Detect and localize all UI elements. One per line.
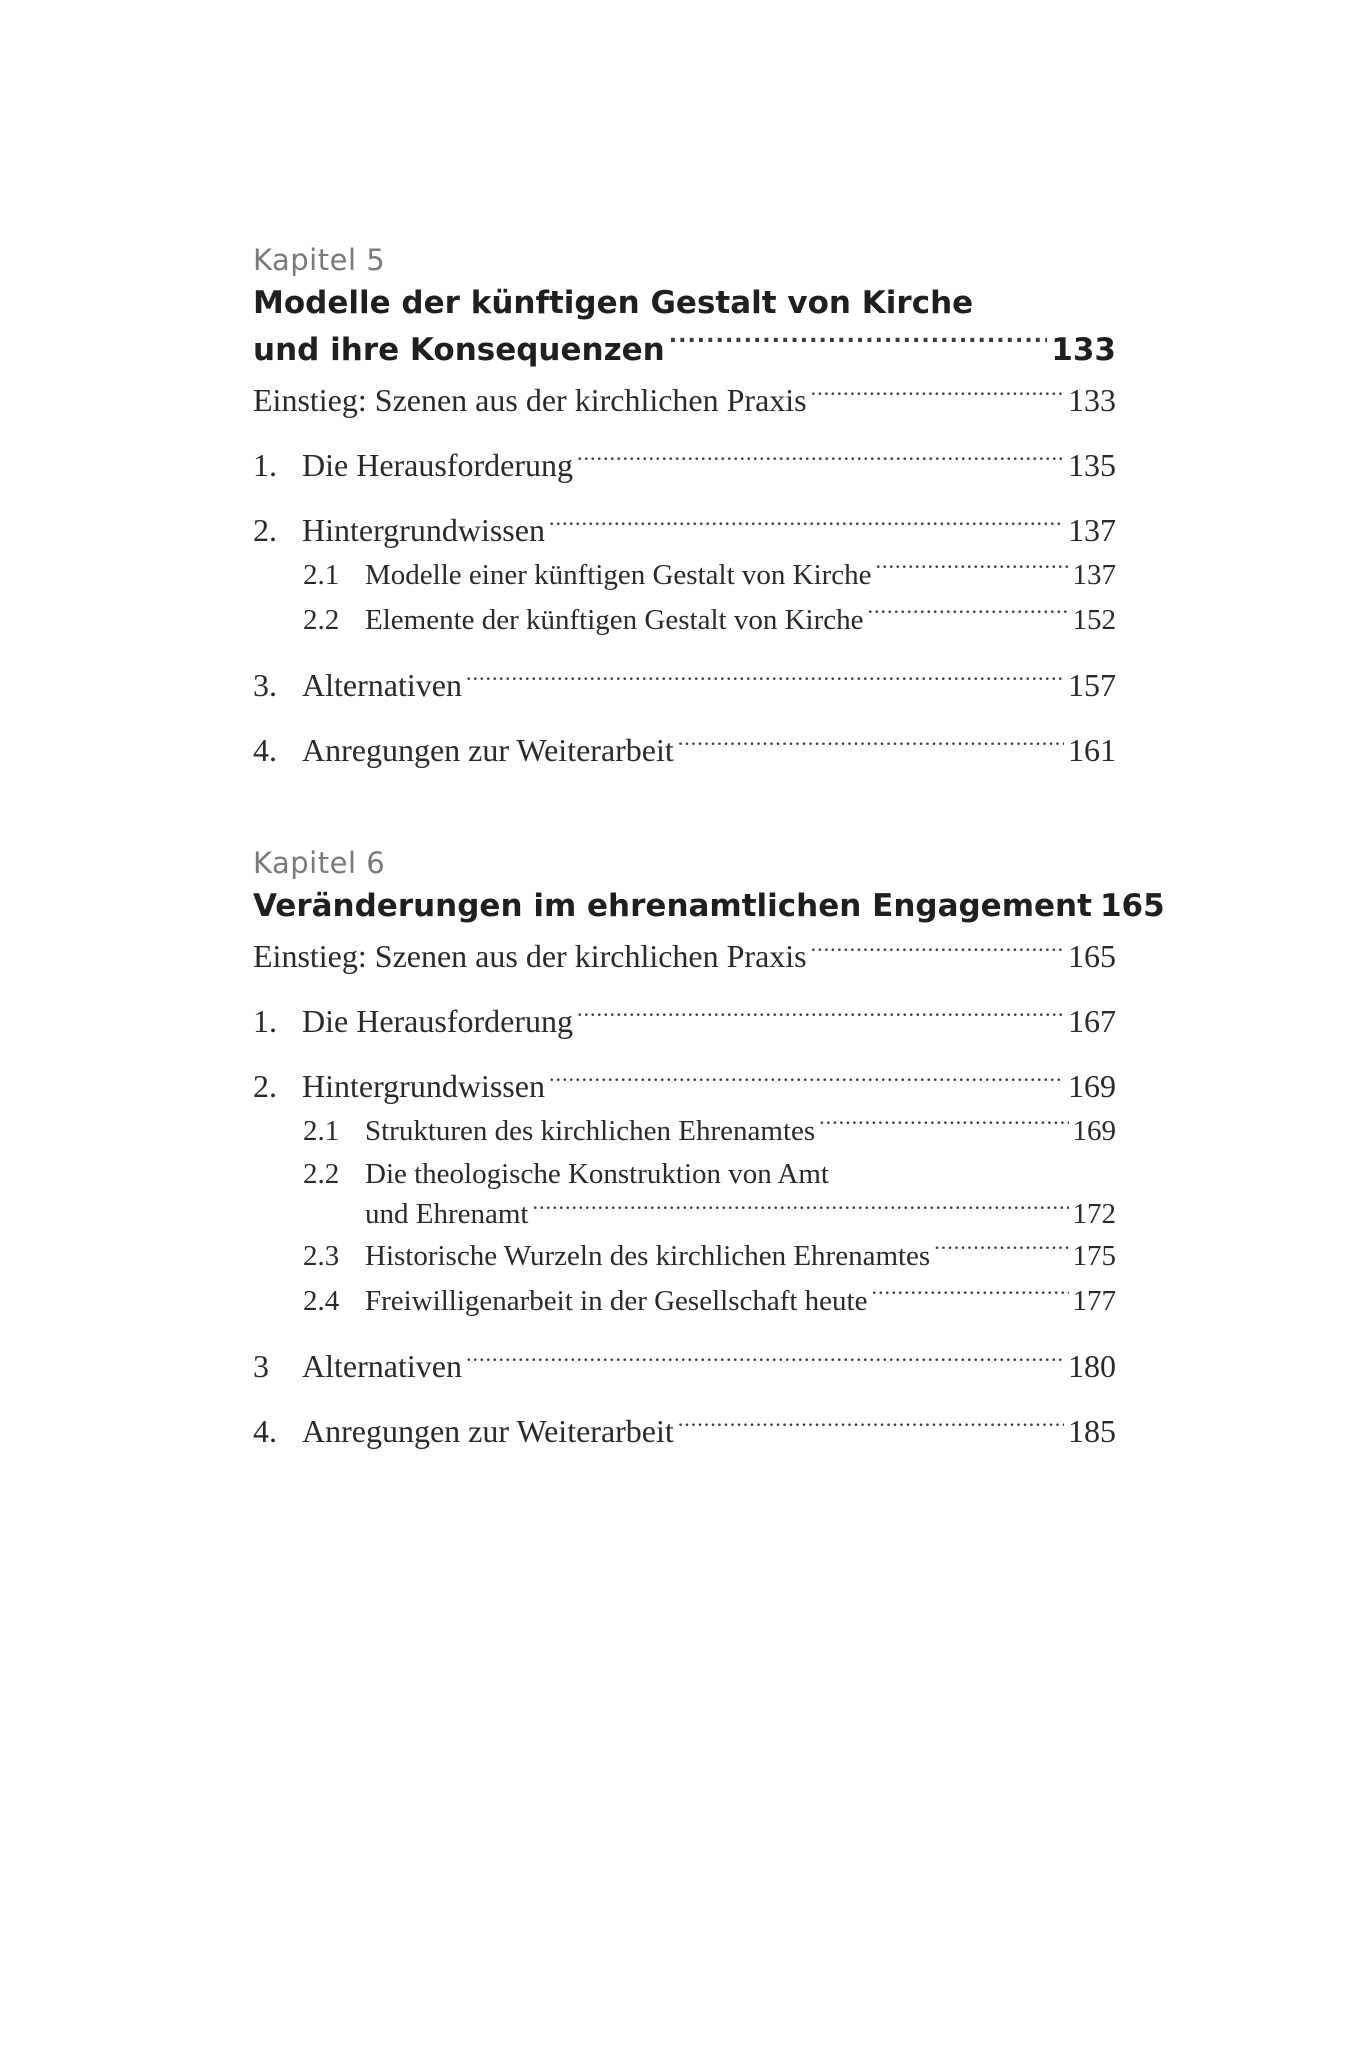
- toc-subentry-continuation: [253, 1194, 1116, 1234]
- entry-label: Alternativen: [302, 667, 462, 703]
- entry-number: 2.1: [303, 559, 340, 591]
- entry-number: 1.: [253, 447, 277, 483]
- entry-label: Elemente der künftigen Gestalt von Kirche: [365, 604, 864, 636]
- dot-leader: [934, 1236, 1068, 1265]
- toc-entry-intro: [253, 934, 1116, 979]
- page-number: 175: [1072, 1240, 1116, 1272]
- toc-subentry: [253, 1154, 1116, 1194]
- dot-leader: [549, 509, 1064, 541]
- entry-number: 2.1: [303, 1115, 340, 1147]
- entry-number: 3: [253, 1348, 269, 1384]
- entry-number: 2.4: [303, 1285, 340, 1317]
- page-number: 133: [1068, 382, 1116, 418]
- toc-subentry: [253, 553, 1116, 598]
- toc-entry: [253, 728, 1116, 773]
- entry-label: Historische Wurzeln des kirchlichen Ehrenamtes: [365, 1240, 931, 1272]
- dot-leader: [466, 1345, 1064, 1377]
- entry-number: 2.: [253, 512, 277, 548]
- chapter-title: Modelle der künftigen Gestalt von Kirche: [253, 285, 974, 321]
- dot-leader: [678, 729, 1064, 761]
- dot-leader: [532, 1194, 1068, 1223]
- page-number: 172: [1072, 1198, 1116, 1230]
- page-number: 185: [1068, 1413, 1116, 1449]
- entry-label: Einstieg: Szenen aus der kirchlichen Praxis: [253, 938, 807, 974]
- entry-label: Die theologische Konstruktion von Amt: [365, 1158, 829, 1190]
- toc-entry: [253, 508, 1116, 553]
- toc-entry: [253, 1409, 1116, 1454]
- page-number: 137: [1072, 559, 1116, 591]
- entry-number: 3.: [253, 667, 277, 703]
- entry-label: Alternativen: [302, 1348, 462, 1384]
- chapter-label: Kapitel 6: [253, 846, 386, 880]
- dot-leader: [811, 379, 1064, 411]
- page-number: 167: [1068, 1003, 1116, 1039]
- page-number: 135: [1068, 447, 1116, 483]
- toc-entry-intro: [253, 378, 1116, 423]
- entry-label: Die Herausforderung: [302, 1003, 573, 1039]
- entry-label: und Ehrenamt: [365, 1198, 529, 1230]
- entry-label: Anregungen zur Weiterarbeit: [302, 1413, 674, 1449]
- entry-number: 4.: [253, 1413, 277, 1449]
- page-number: 137: [1068, 512, 1116, 548]
- entry-label: Die Herausforderung: [302, 447, 573, 483]
- page-number: 157: [1068, 667, 1116, 703]
- page-number: 161: [1068, 732, 1116, 768]
- entry-number: 2.3: [303, 1240, 340, 1272]
- page-number: 177: [1072, 1285, 1116, 1317]
- dot-leader: [669, 329, 1048, 360]
- entry-label: Freiwilligenarbeit in der Gesellschaft heute: [365, 1285, 868, 1317]
- dot-leader: [577, 444, 1064, 476]
- dot-leader: [811, 935, 1064, 967]
- dot-leader: [872, 1281, 1069, 1310]
- entry-number: 4.: [253, 732, 277, 768]
- entry-label: Anregungen zur Weiterarbeit: [302, 732, 674, 768]
- toc-subentry: [253, 598, 1116, 643]
- dot-leader: [678, 1410, 1064, 1442]
- entry-label: Modelle einer künftigen Gestalt von Kirche: [365, 559, 872, 591]
- entry-number: 2.2: [303, 1158, 340, 1190]
- entry-label: Strukturen des kirchlichen Ehrenamtes: [365, 1115, 816, 1147]
- dot-leader: [466, 664, 1064, 696]
- entry-number: 2.2: [303, 604, 340, 636]
- entry-number: 1.: [253, 1003, 277, 1039]
- toc-subentry: [253, 1234, 1116, 1279]
- table-of-contents: [253, 240, 1165, 1454]
- page-number: 133: [1051, 332, 1116, 368]
- chapter-title-entry: [253, 327, 1116, 374]
- chapter-5: [253, 240, 1116, 773]
- page-number: 169: [1072, 1115, 1116, 1147]
- dot-leader: [577, 1000, 1064, 1032]
- entry-number: 2.: [253, 1068, 277, 1104]
- toc-entry: [253, 663, 1116, 708]
- entry-label: Hintergrundwissen: [302, 1068, 545, 1104]
- entry-label: und ihre Konsequenzen: [253, 332, 665, 368]
- toc-entry: [253, 999, 1116, 1044]
- page-number: 165: [1099, 888, 1165, 924]
- entry-label: Veränderungen im ehrenamtlichen Engagement: [253, 888, 1092, 924]
- toc-subentry: [253, 1109, 1116, 1154]
- dot-leader: [549, 1065, 1064, 1097]
- entry-label: Einstieg: Szenen aus der kirchlichen Praxis: [253, 382, 807, 418]
- toc-entry: [253, 1344, 1116, 1389]
- page-number: 180: [1068, 1348, 1116, 1384]
- dot-leader: [876, 555, 1069, 584]
- dot-leader: [819, 1111, 1068, 1140]
- page-number: 169: [1068, 1068, 1116, 1104]
- toc-entry: [253, 1064, 1116, 1109]
- chapter-title-entry: [253, 883, 1165, 930]
- chapter-6: [253, 843, 1165, 1454]
- page-number: 152: [1072, 604, 1116, 636]
- toc-entry: [253, 443, 1116, 488]
- entry-label: Hintergrundwissen: [302, 512, 545, 548]
- chapter-label: Kapitel 5: [253, 243, 386, 277]
- toc-subentry: [253, 1279, 1116, 1324]
- dot-leader: [867, 600, 1068, 629]
- page-number: 165: [1068, 938, 1116, 974]
